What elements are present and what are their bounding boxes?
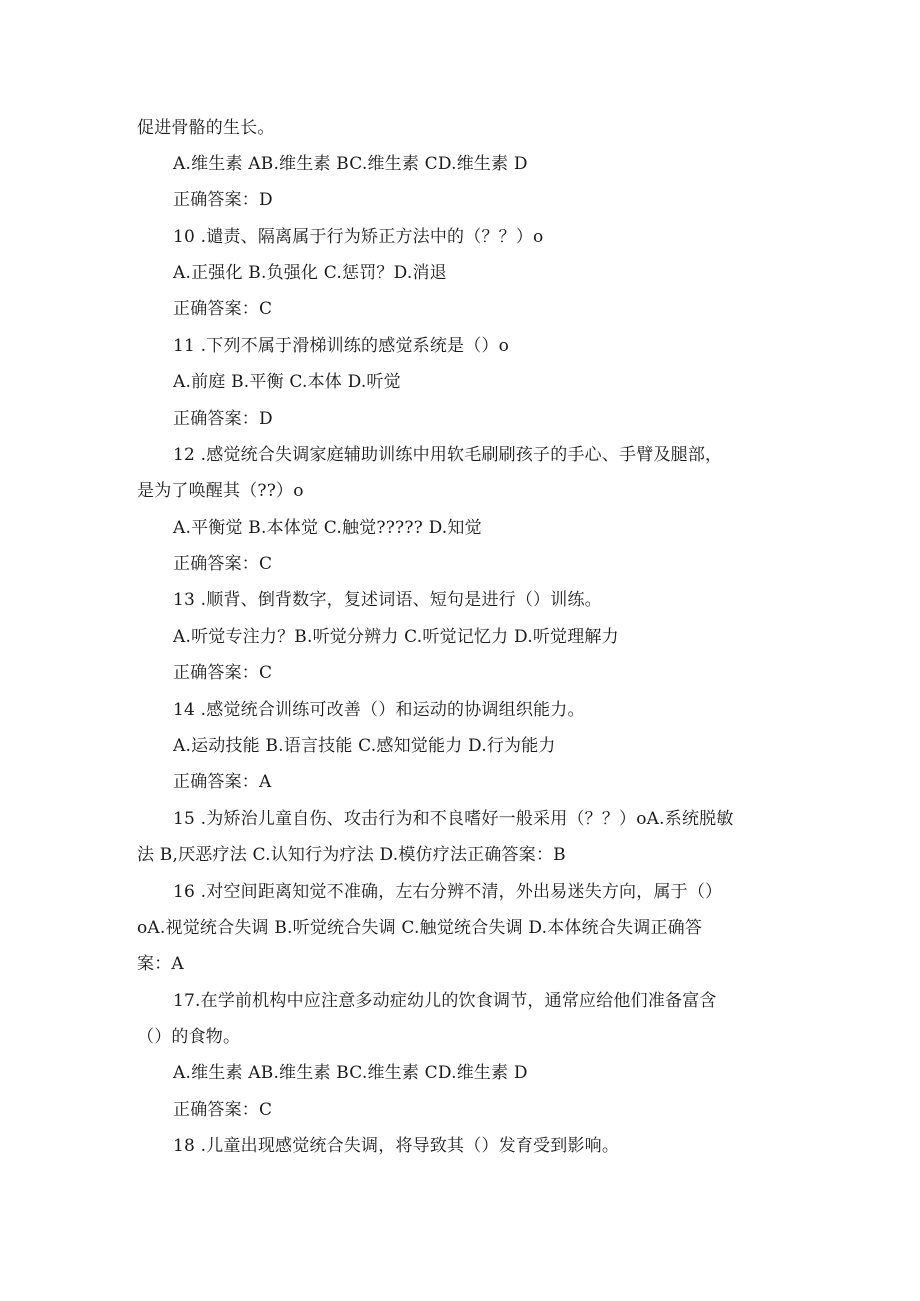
- question-10: 10 .谴责、隔离属于行为矫正方法中的（？？）o: [173, 227, 544, 247]
- options-line: A.运动技能 B.语言技能 C.感知觉能力 D.行为能力: [173, 736, 556, 756]
- question-17-continuation: （）的食物。: [137, 1027, 241, 1047]
- question-17: 17.在学前机构中应注意多动症幼儿的饮食调节，通常应给他们准备富含: [173, 991, 717, 1011]
- answer-line: 正确答案：A: [173, 772, 272, 792]
- answer-line: 正确答案：D: [173, 409, 273, 429]
- continuation-text: 促进骨骼的生长。: [137, 118, 275, 138]
- answer-line: 正确答案：C: [173, 1100, 273, 1120]
- question-12-continuation: 是为了唤醒其（??）o: [137, 481, 304, 501]
- question-13: 13 .顺背、倒背数字，复述词语、短句是进行（）训练。: [173, 590, 602, 610]
- question-18: 18 .儿童出现感觉统合失调，将导致其（）发育受到影响。: [173, 1136, 620, 1156]
- options-line: A.听觉专注力？B.听觉分辨力 C.听觉记忆力 D.听觉理解力: [173, 627, 619, 647]
- options-line: A.前庭 B.平衡 C.本体 D.听觉: [173, 372, 401, 392]
- question-15-continuation: 法 B,厌恶疗法 C.认知行为疗法 D.模仿疗法正确答案：B: [137, 845, 566, 865]
- question-15: 15 .为矫治儿童自伤、攻击行为和不良嗜好一般采用（？？）oA.系统脱敏: [173, 809, 734, 829]
- options-line: A.维生素 AB.维生素 BC.维生素 CD.维生素 D: [173, 1063, 528, 1083]
- question-11: 11 .下列不属于滑梯训练的感觉系统是（）o: [173, 336, 510, 356]
- answer-line: 正确答案：C: [173, 663, 273, 683]
- question-16: 16 .对空间距离知觉不准确，左右分辨不清，外出易迷失方向，属于（）: [173, 882, 723, 902]
- answer-line: 正确答案：C: [173, 554, 273, 574]
- question-12: 12 .感觉统合失调家庭辅助训练中用软毛刷刷孩子的手心、手臂及腿部，: [173, 445, 723, 465]
- options-line: A.平衡觉 B.本体觉 C.触觉????? D.知觉: [173, 518, 482, 538]
- options-line: A.维生素 AB.维生素 BC.维生素 CD.维生素 D: [173, 154, 528, 174]
- answer-line: 正确答案：D: [173, 190, 273, 210]
- question-16-continuation: oA.视觉统合失调 B.听觉统合失调 C.触觉统合失调 D.本体统合失调正确答: [137, 918, 703, 938]
- options-line: A.正强化 B.负强化 C.惩罚？D.消退: [173, 263, 447, 283]
- question-14: 14 .感觉统合训练可改善（）和运动的协调组织能力。: [173, 700, 585, 720]
- answer-line: 正确答案：C: [173, 299, 273, 319]
- question-16-answer: 案：A: [137, 954, 184, 974]
